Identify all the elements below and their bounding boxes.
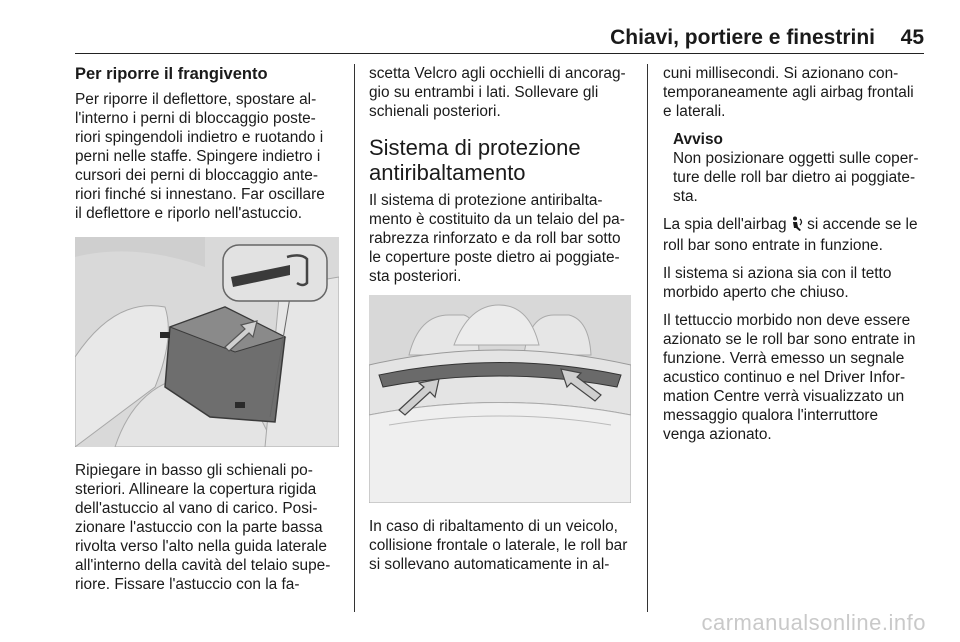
airbag-warning-icon xyxy=(791,216,803,236)
column-3 xyxy=(663,64,933,453)
paragraph-rollover-event: In caso di ribaltamento di un veicolo, collisione frontale o laterale, le roll bar si sollevano automaticamente in al- xyxy=(369,518,628,573)
column-divider-1 xyxy=(354,64,355,612)
illustration-deflector-case xyxy=(75,237,339,447)
paragraph-store-deflector: Per riporre il deflettore, spostare al- l'interno i perni di bloccaggio poste- riori spingendoli indietro e ruotando i perni nelle staffe. Spingere indietro i cursori dei perni di bloccaggio ante- riori finché si innestano. Far oscillare il deflettore e riporlo nell'astuccio. xyxy=(75,91,325,222)
watermark: carmanualsonline.info xyxy=(701,610,926,635)
illustration-roll-bars xyxy=(369,295,631,503)
paragraph-rollover-system: Il sistema di protezione antiribalta- mento è costituito da un telaio del pa- rabrezza rinforzato e da roll bar sotto le coperture poste dietro ai poggiate- sta posteriori. xyxy=(369,192,625,285)
paragraph-fold-seats: Ripiegare in basso gli schienali po- steriori. Allineare la copertura rigida dell'astuccio al vano di carico. Posi- zionare l'astuccio con la parte bassa rivolta verso l'alto nella guida laterale all'interno della cavità del telaio supe- riore. Fissare l'astuccio con la fa- xyxy=(75,462,331,593)
warning-note: Avviso Non posizionare oggetti sulle coper- ture delle roll bar dietro ai poggiate- sta. xyxy=(663,130,933,206)
page-number: 45 xyxy=(900,26,924,49)
running-header-title: Chiavi, portiere e finestrini xyxy=(610,26,875,49)
warning-note-title: Avviso xyxy=(673,131,723,148)
paragraph-roof-state: Il sistema si aziona sia con il tetto morbido aperto che chiuso. xyxy=(663,265,892,301)
column-divider-2 xyxy=(647,64,648,612)
column-2 xyxy=(369,64,637,583)
paragraph-airbag-light: La spia dell'airbag si accende se le roll bar sono entrate in funzione. xyxy=(663,216,918,254)
paragraph-deploy-timing: cuni millisecondi. Si azionano con- temporaneamente agli airbag frontali e laterali. xyxy=(663,65,914,120)
header-rule xyxy=(75,53,924,54)
column-1 xyxy=(75,64,343,603)
section-heading-rollover-protection: Sistema di protezione antiribaltamento xyxy=(369,135,581,185)
paragraph-soft-top-warning: Il tettuccio morbido non deve essere azionato se le roll bar sono entrate in funzione. Verrà emesso un segnale acustico continuo e nel Driver Infor- mation Centre verrà visualizzato un messaggio qualora l'interruttore venga azionato. xyxy=(663,312,916,443)
paragraph-velcro: scetta Velcro agli occhielli di ancorag- gio su entrambi i lati. Sollevare gli schienali posteriori. xyxy=(369,65,626,120)
subheading-wind-deflector: Per riporre il frangivento xyxy=(75,65,268,83)
